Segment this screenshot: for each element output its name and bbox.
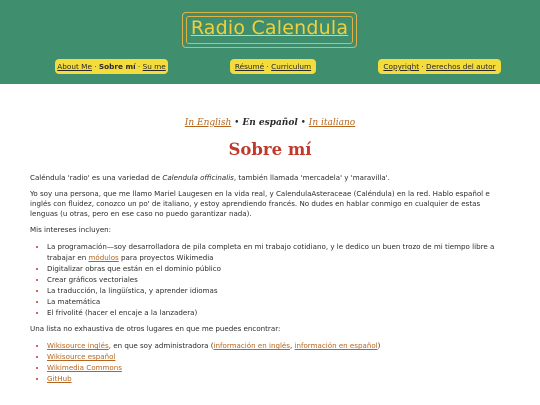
nav-sep: ·	[419, 62, 427, 71]
wikisource-en-link[interactable]: Wikisource inglés	[47, 341, 109, 350]
intro-paragraph	[30, 173, 510, 183]
intro-text: Caléndula 'radio' es una variedad de	[30, 173, 163, 182]
list-item	[47, 362, 510, 373]
nav-sep: ·	[264, 62, 272, 71]
wikisource-es-link[interactable]: Wikisource español	[47, 352, 116, 361]
list-item	[47, 373, 510, 384]
interests-heading: Mis intereses incluyen:	[30, 225, 112, 234]
main-content	[30, 118, 510, 390]
interest-text: La programación—soy desarrolladora de pila completa en mi trabajo cotidiano, y le dedico un buen trozo de mi tiempo libre a trabajar en	[47, 242, 495, 262]
interests-list	[30, 241, 510, 318]
intro-text-end: , también llamada 'mercadela' y 'maravilla'.	[233, 173, 390, 182]
wikimedia-commons-link[interactable]: Wikimedia Commons	[47, 363, 122, 372]
nav-curriculum-link[interactable]: Curriculum	[271, 62, 312, 71]
interest-text-end: para proyectos Wikimedia	[118, 253, 214, 262]
lang-italian-link[interactable]: In italiano	[308, 118, 356, 128]
list-item	[47, 351, 510, 362]
list-item: • La matemática	[47, 296, 510, 307]
lang-sep: •	[231, 118, 243, 128]
nav-copyright	[378, 59, 501, 74]
lang-spanish-current: En español	[242, 118, 298, 128]
page-title: Sobre mí	[228, 140, 312, 159]
info-spanish-link[interactable]: información en español	[294, 341, 378, 350]
places-list	[30, 340, 510, 384]
places-heading: Una lista no exhaustiva de otros lugares en que me puedes encontrar:	[30, 324, 281, 333]
list-item: • La traducción, la lingüística, y aprender idiomas	[47, 285, 510, 296]
list-item: • Digitalizar obras que están en el dominio público	[47, 263, 510, 274]
nav-about	[55, 59, 168, 74]
nav-sobre-mi-current: Sobre mí	[98, 62, 136, 71]
lang-sep: •	[297, 118, 309, 128]
nav-about-me-link[interactable]: About Me	[57, 62, 92, 71]
place-text: , en que soy administradora (	[108, 341, 214, 350]
list-item	[47, 340, 510, 351]
nav-resume	[230, 59, 316, 74]
nav-derechos-link[interactable]: Derechos del autor	[426, 62, 496, 71]
nav-su-me-link[interactable]: Su me	[142, 62, 166, 71]
nav-sep: ·	[135, 62, 143, 71]
list-item	[47, 241, 510, 263]
lang-english-link[interactable]: In English	[184, 118, 232, 128]
list-item: • El frivolité (hacer el encaje a la lanzadera)	[47, 307, 510, 318]
place-sep: ,	[289, 341, 295, 350]
language-switcher	[30, 118, 510, 128]
list-item: • Crear gráficos vectoriales	[47, 274, 510, 285]
info-english-link[interactable]: información en inglés	[213, 341, 290, 350]
site-logo[interactable]	[182, 12, 357, 48]
place-text-end: )	[377, 341, 381, 350]
logo-link[interactable]: Radio Calendula	[190, 17, 349, 39]
github-link[interactable]: GitHub	[47, 374, 72, 383]
nav-sep: ·	[91, 62, 99, 71]
intro-species: Calendula officinalis	[162, 173, 234, 182]
modulos-link[interactable]: módulos	[88, 253, 119, 262]
bio-paragraph: Yo soy una persona, que me llamo Mariel Laugesen en la vida real, y CalendulaAsteraceae (Caléndula) en la red. Hablo español e inglés con fluidez, conozco un po' de italiano, y estoy aprendiendo francés. No dudes en hablar conmigo en cualquier de estas lenguas (u otras, pero en ese caso no puedo garantizar nada).	[30, 189, 490, 218]
nav-copyright-link[interactable]: Copyright	[383, 62, 420, 71]
site-header	[0, 0, 540, 84]
nav-resume-link[interactable]: Résumé	[234, 62, 265, 71]
